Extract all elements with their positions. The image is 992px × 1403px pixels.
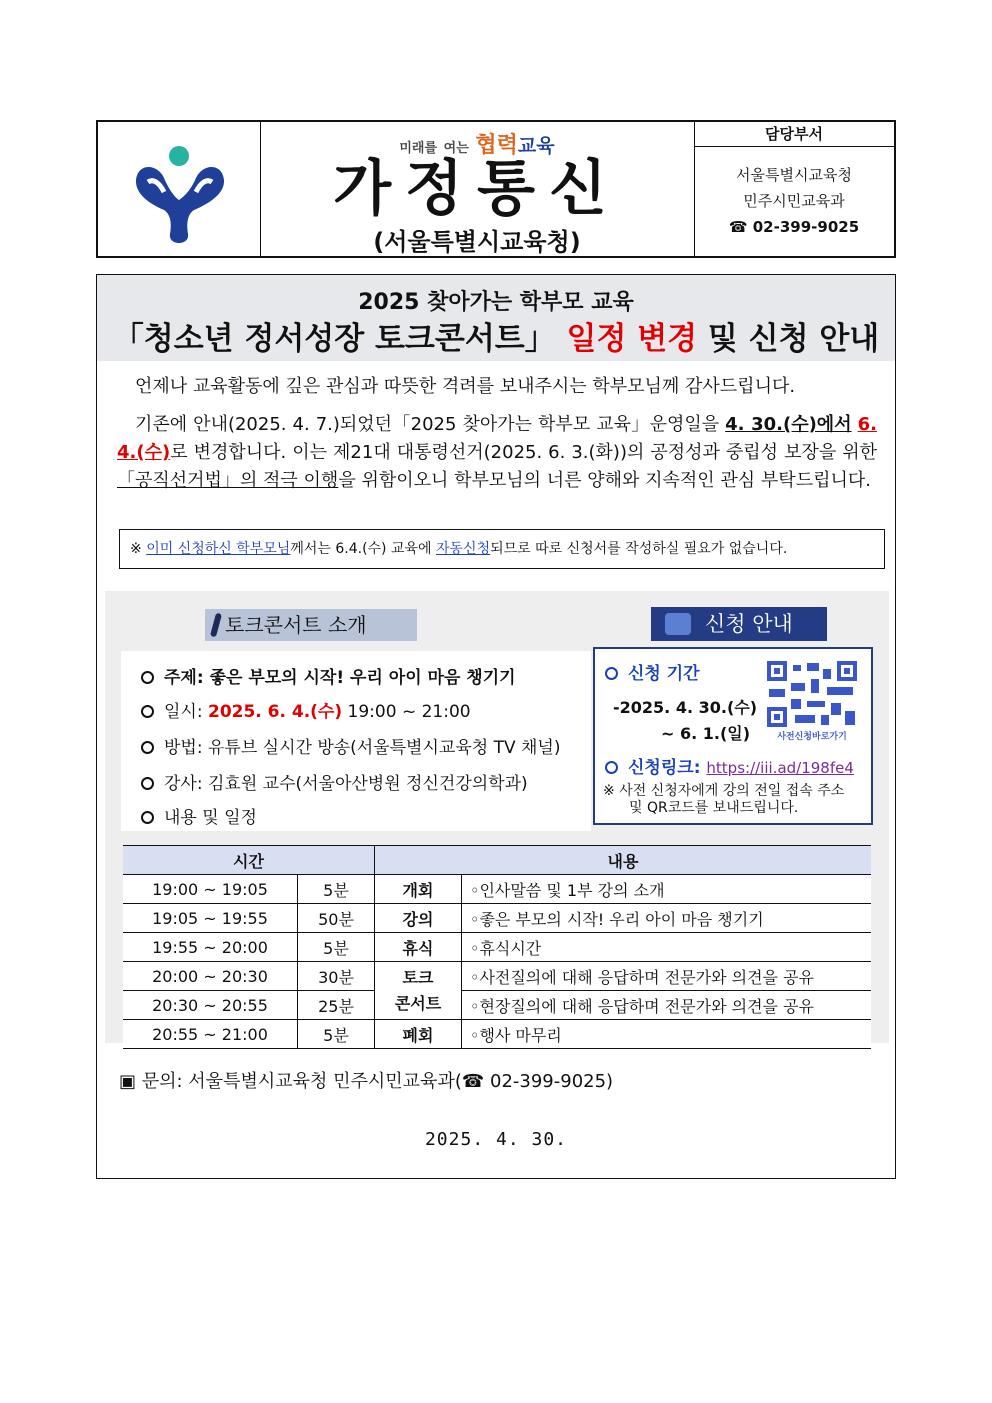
slogan-part: 미래를 bbox=[399, 141, 438, 156]
letter-header bbox=[96, 120, 896, 258]
table-row bbox=[123, 904, 871, 933]
apply-note-line1: ※ 사전 신청자에게 강의 전일 접속 주소 bbox=[603, 783, 845, 799]
period-from: -2025. 4. 30.(수) bbox=[613, 698, 758, 717]
title-part: 및 신청 안내 bbox=[707, 321, 880, 357]
qr-caption: 사전신청바로가기 bbox=[777, 732, 847, 742]
title-cell bbox=[260, 122, 695, 256]
cell-description: ◦행사 마무리 bbox=[462, 1020, 872, 1049]
note-text: 되므로 따로 신청서를 작성하실 필요가 없습니다. bbox=[490, 541, 788, 557]
note-text: 께서는 6.4.(수) 교육에 bbox=[290, 541, 436, 557]
cell-duration: 5분 bbox=[298, 875, 375, 904]
talk-info bbox=[121, 651, 591, 831]
program-section bbox=[105, 591, 889, 1043]
schedule-table bbox=[123, 845, 871, 1049]
talk-header-label: 토크콘서트 소개 bbox=[225, 613, 367, 637]
page-subtitle: (서울특별시교육청) bbox=[373, 228, 581, 256]
table-row bbox=[123, 1020, 871, 1049]
period-to: ~ 6. 1.(일) bbox=[661, 724, 751, 743]
cell-description: ◦현장질의에 대해 응답하며 전문가와 의견을 공유 bbox=[462, 991, 872, 1020]
period-label: 신청 기간 bbox=[628, 664, 700, 684]
notice-title-box bbox=[97, 275, 895, 361]
time-value: 19:00 ~ 21:00 bbox=[347, 702, 471, 722]
cell-time: 19:55 ~ 20:00 bbox=[123, 933, 298, 962]
cell-time: 19:00 ~ 19:05 bbox=[123, 875, 298, 904]
col-content: 내용 bbox=[375, 846, 872, 875]
cell-description: ◦휴식시간 bbox=[462, 933, 872, 962]
title-red-part: 일정 변경 bbox=[566, 321, 698, 357]
cell-description: ◦인사말씀 및 1부 강의 소개 bbox=[462, 875, 872, 904]
cell-duration: 30분 bbox=[298, 962, 375, 991]
link-label: 신청링크: bbox=[628, 758, 707, 778]
cell-category: 개회 bbox=[375, 875, 462, 904]
date-label: 일시: bbox=[164, 702, 208, 722]
lecturer-row bbox=[141, 769, 528, 794]
note-highlight: 이미 신청하신 학부모님 bbox=[146, 541, 291, 557]
dept-phone: ☎ 02-399-9025 bbox=[728, 218, 860, 236]
dept-org: 서울특별시교육청 bbox=[736, 166, 852, 184]
topic-value: 좋은 부모의 시작! 우리 아이 마음 챙기기 bbox=[209, 668, 516, 688]
page-title: 가정통신 bbox=[333, 154, 621, 224]
dept-info bbox=[694, 162, 894, 240]
body-text: 기존에 안내(2025. 4. 7.)되었던「2025 찾아가는 학부모 교육」운영일을 bbox=[135, 414, 726, 435]
notice-title-line1: 2025 찾아가는 학부모 교육 bbox=[358, 290, 634, 315]
contact-info: ▣ 문의: 서울특별시교육청 민주시민교육과(☎ 02-399-9025) bbox=[119, 1071, 614, 1092]
cell-description: ◦좋은 부모의 시작! 우리 아이 마음 챙기기 bbox=[462, 904, 872, 933]
change-paragraph bbox=[117, 411, 877, 495]
greeting-text: 언제나 교육활동에 깊은 관심과 따뜻한 격려를 보내주시는 학부모님께 감사드립니다. bbox=[135, 376, 796, 397]
cell-category: 토크 콘서트 bbox=[375, 962, 462, 1020]
slogan-accent: 협력 bbox=[475, 133, 518, 158]
col-time: 시간 bbox=[123, 846, 375, 875]
schedule-header-row bbox=[123, 846, 871, 875]
apply-header-label: 신청 안내 bbox=[705, 612, 793, 636]
circle-bullet-icon bbox=[141, 705, 154, 718]
notice-title-line2 bbox=[97, 313, 895, 358]
period-label-row bbox=[605, 659, 700, 684]
logo-cell bbox=[98, 122, 261, 256]
cell-category: 휴식 bbox=[375, 933, 462, 962]
method-row bbox=[141, 733, 560, 758]
apply-note-line2: 및 QR코드를 보내드립니다. bbox=[629, 800, 799, 816]
seoul-education-logo-icon bbox=[98, 122, 260, 256]
cell-time: 20:30 ~ 20:55 bbox=[123, 991, 298, 1020]
notice-body bbox=[96, 274, 896, 1179]
title-part: 「청소년 정서성장 토크콘서트」 bbox=[112, 321, 556, 357]
circle-bullet-icon bbox=[141, 811, 154, 824]
apply-link[interactable]: https://iii.ad/198fe4 bbox=[706, 759, 854, 777]
link-row bbox=[605, 753, 854, 778]
table-row bbox=[123, 933, 871, 962]
apply-note bbox=[603, 783, 844, 817]
cell-duration: 25분 bbox=[298, 991, 375, 1020]
cell-time: 20:00 ~ 20:30 bbox=[123, 962, 298, 991]
cell-duration: 5분 bbox=[298, 933, 375, 962]
cell-category: 폐회 bbox=[375, 1020, 462, 1049]
method-value: 방법: 유튜브 실시간 방송(서울특별시교육청 TV 채널) bbox=[164, 738, 561, 758]
circle-bullet-icon bbox=[141, 741, 154, 754]
note-highlight: 자동신청 bbox=[436, 541, 491, 557]
slogan-part: 여는 bbox=[443, 141, 469, 156]
new-date: 6. 4.(수) bbox=[117, 414, 877, 463]
talk-header bbox=[205, 609, 417, 641]
circle-bullet-icon bbox=[605, 667, 618, 680]
circle-bullet-icon bbox=[605, 761, 618, 774]
apply-header bbox=[651, 607, 827, 641]
body-text: 로 변경합니다. 이는 제21대 대통령선거(2025. 6. 3.(화))의 공정성과 중립성 보장을 위한 bbox=[170, 442, 877, 463]
microphone-icon bbox=[210, 613, 222, 638]
circle-bullet-icon bbox=[141, 777, 154, 790]
auto-apply-note bbox=[119, 529, 885, 569]
law-text: 「공직선거법」의 적극 이행 bbox=[117, 470, 339, 491]
old-date: 4. 30.(수)에서 bbox=[725, 414, 852, 435]
topic-row bbox=[141, 663, 516, 688]
department-cell bbox=[694, 122, 894, 256]
topic-label: 주제: bbox=[164, 668, 210, 688]
slogan-part: 교육 bbox=[517, 135, 555, 157]
circle-bullet-icon bbox=[141, 671, 154, 684]
note-mark: ※ bbox=[130, 541, 147, 557]
cell-duration: 5분 bbox=[298, 1020, 375, 1049]
table-row bbox=[123, 991, 871, 1020]
apply-info bbox=[593, 647, 873, 825]
date-row bbox=[141, 697, 471, 722]
cell-time: 19:05 ~ 19:55 bbox=[123, 904, 298, 933]
table-row bbox=[123, 875, 871, 904]
date-value: 2025. 6. 4.(수) bbox=[207, 702, 343, 722]
content-row bbox=[141, 803, 257, 828]
cell-description: ◦사전질의에 대해 응답하며 전문가와 의견을 공유 bbox=[462, 962, 872, 991]
qr-code-icon[interactable] bbox=[767, 661, 857, 727]
cell-duration: 50분 bbox=[298, 904, 375, 933]
cell-time: 20:55 ~ 21:00 bbox=[123, 1020, 298, 1049]
body-text: 을 위함이오니 학부모님의 너른 양해와 지속적인 관심 부탁드립니다. bbox=[338, 470, 871, 491]
dept-label: 담당부서 bbox=[694, 122, 894, 147]
content-label: 내용 및 일정 bbox=[164, 808, 257, 828]
qr-pattern bbox=[767, 661, 857, 727]
lecturer-value: 강사: 김효원 교수(서울아산병원 정신건강의학과) bbox=[164, 774, 528, 794]
table-row bbox=[123, 962, 871, 991]
dept-division: 민주시민교육과 bbox=[743, 192, 845, 210]
cell-category: 강의 bbox=[375, 904, 462, 933]
issue-date: 2025. 4. 30. bbox=[424, 1129, 568, 1150]
phone-hands-icon bbox=[665, 613, 691, 635]
